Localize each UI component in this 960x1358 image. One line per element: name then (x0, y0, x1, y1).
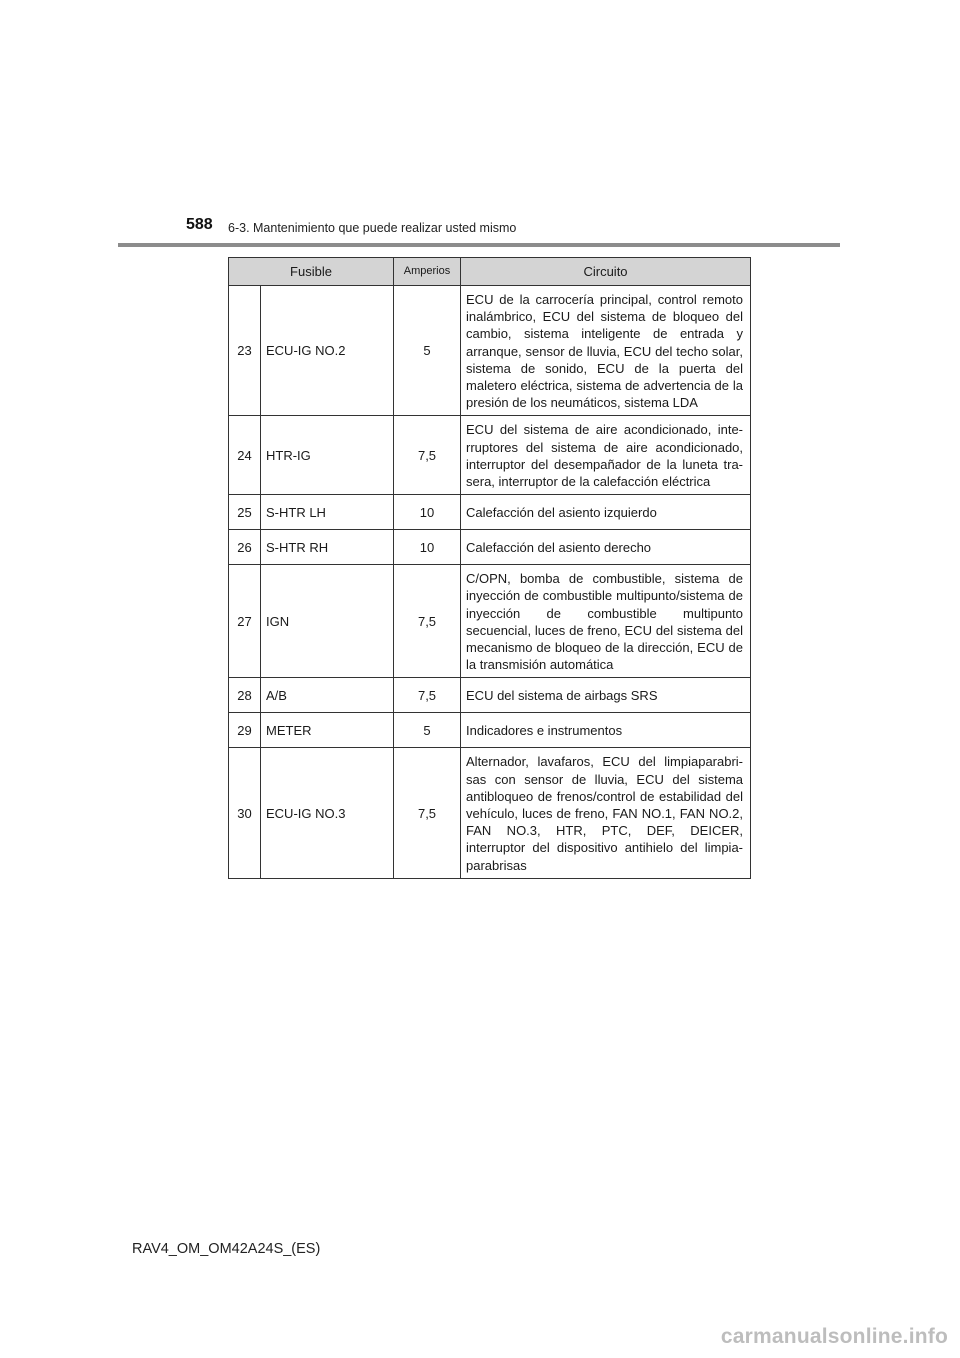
table-row (229, 713, 751, 748)
fuse-amps: 5 (394, 713, 461, 748)
table-row (229, 748, 751, 878)
document-code: RAV4_OM_OM42A24S_(ES) (132, 1241, 321, 1257)
watermark-text: carmanualsonline.info (720, 1325, 948, 1348)
table-row (229, 565, 751, 678)
fuse-amps: 5 (394, 286, 461, 416)
fuse-number: 25 (229, 495, 261, 530)
table-header-row (229, 258, 751, 286)
fuse-number: 26 (229, 530, 261, 565)
fuse-circuit: C/OPN, bomba de combustible, sistema de inyección de combustible multipunto/sistema de inyección de combustible multipunto secuencial, luces de freno, ECU del sistema del mecanismo de bloqueo de la dirección, ECU de la transmisión automática (461, 565, 751, 678)
table-row (229, 530, 751, 565)
header-circuit: Circuito (461, 258, 751, 286)
fuse-name: A/B (261, 678, 394, 713)
fuse-number: 27 (229, 565, 261, 678)
table-row (229, 678, 751, 713)
fuse-name: METER (261, 713, 394, 748)
fuse-name: HTR-IG (261, 416, 394, 495)
header-divider (118, 243, 840, 247)
fuse-name: ECU-IG NO.2 (261, 286, 394, 416)
fuse-circuit: ECU de la carrocería principal, control remoto inalámbrico, ECU del sistema de bloqueo del cambio, sistema inteligente de entrada y arranque, sensor de lluvia, ECU del techo solar, sistema de sonido, ECU de la puerta del maletero eléctrica, sistema de advertencia de la presión de los neumáticos, sistema LDA (461, 286, 751, 416)
fuse-table (228, 257, 751, 879)
header-amps: Amperios (394, 258, 461, 286)
fuse-amps: 7,5 (394, 678, 461, 713)
fuse-amps: 10 (394, 530, 461, 565)
table-row (229, 495, 751, 530)
fuse-circuit: Calefacción del asiento izquierdo (461, 495, 751, 530)
fuse-name: ECU-IG NO.3 (261, 748, 394, 878)
page-number: 588 (186, 216, 213, 233)
fuse-amps: 7,5 (394, 748, 461, 878)
table-row (229, 286, 751, 416)
fuse-circuit: ECU del sistema de airbags SRS (461, 678, 751, 713)
fuse-circuit: ECU del sistema de aire acondicionado, inte-rruptores del sistema de aire acondicionado, interruptor del desempañador de la luneta tra-sera, interruptor de la calefacción eléctrica (461, 416, 751, 495)
fuse-number: 23 (229, 286, 261, 416)
fuse-circuit: Calefacción del asiento derecho (461, 530, 751, 565)
fuse-name: IGN (261, 565, 394, 678)
fuse-circuit: Alternador, lavafaros, ECU del limpiaparabri-sas con sensor de lluvia, ECU del sistema antibloqueo de frenos/control de estabilidad del vehículo, luces de freno, FAN NO.1, FAN NO.2, FAN NO.3, HTR, PTC, DEF, DEICER, interruptor del dispositivo antihielo del limpia-parabrisas (461, 748, 751, 878)
fuse-name: S-HTR LH (261, 495, 394, 530)
section-title: 6-3. Mantenimiento que puede realizar usted mismo (228, 221, 517, 235)
fuse-amps: 10 (394, 495, 461, 530)
fuse-number: 28 (229, 678, 261, 713)
table-row (229, 416, 751, 495)
fuse-circuit: Indicadores e instrumentos (461, 713, 751, 748)
header-fuse: Fusible (229, 258, 394, 286)
fuse-amps: 7,5 (394, 416, 461, 495)
fuse-number: 30 (229, 748, 261, 878)
fuse-amps: 7,5 (394, 565, 461, 678)
fuse-number: 29 (229, 713, 261, 748)
fuse-number: 24 (229, 416, 261, 495)
fuse-name: S-HTR RH (261, 530, 394, 565)
